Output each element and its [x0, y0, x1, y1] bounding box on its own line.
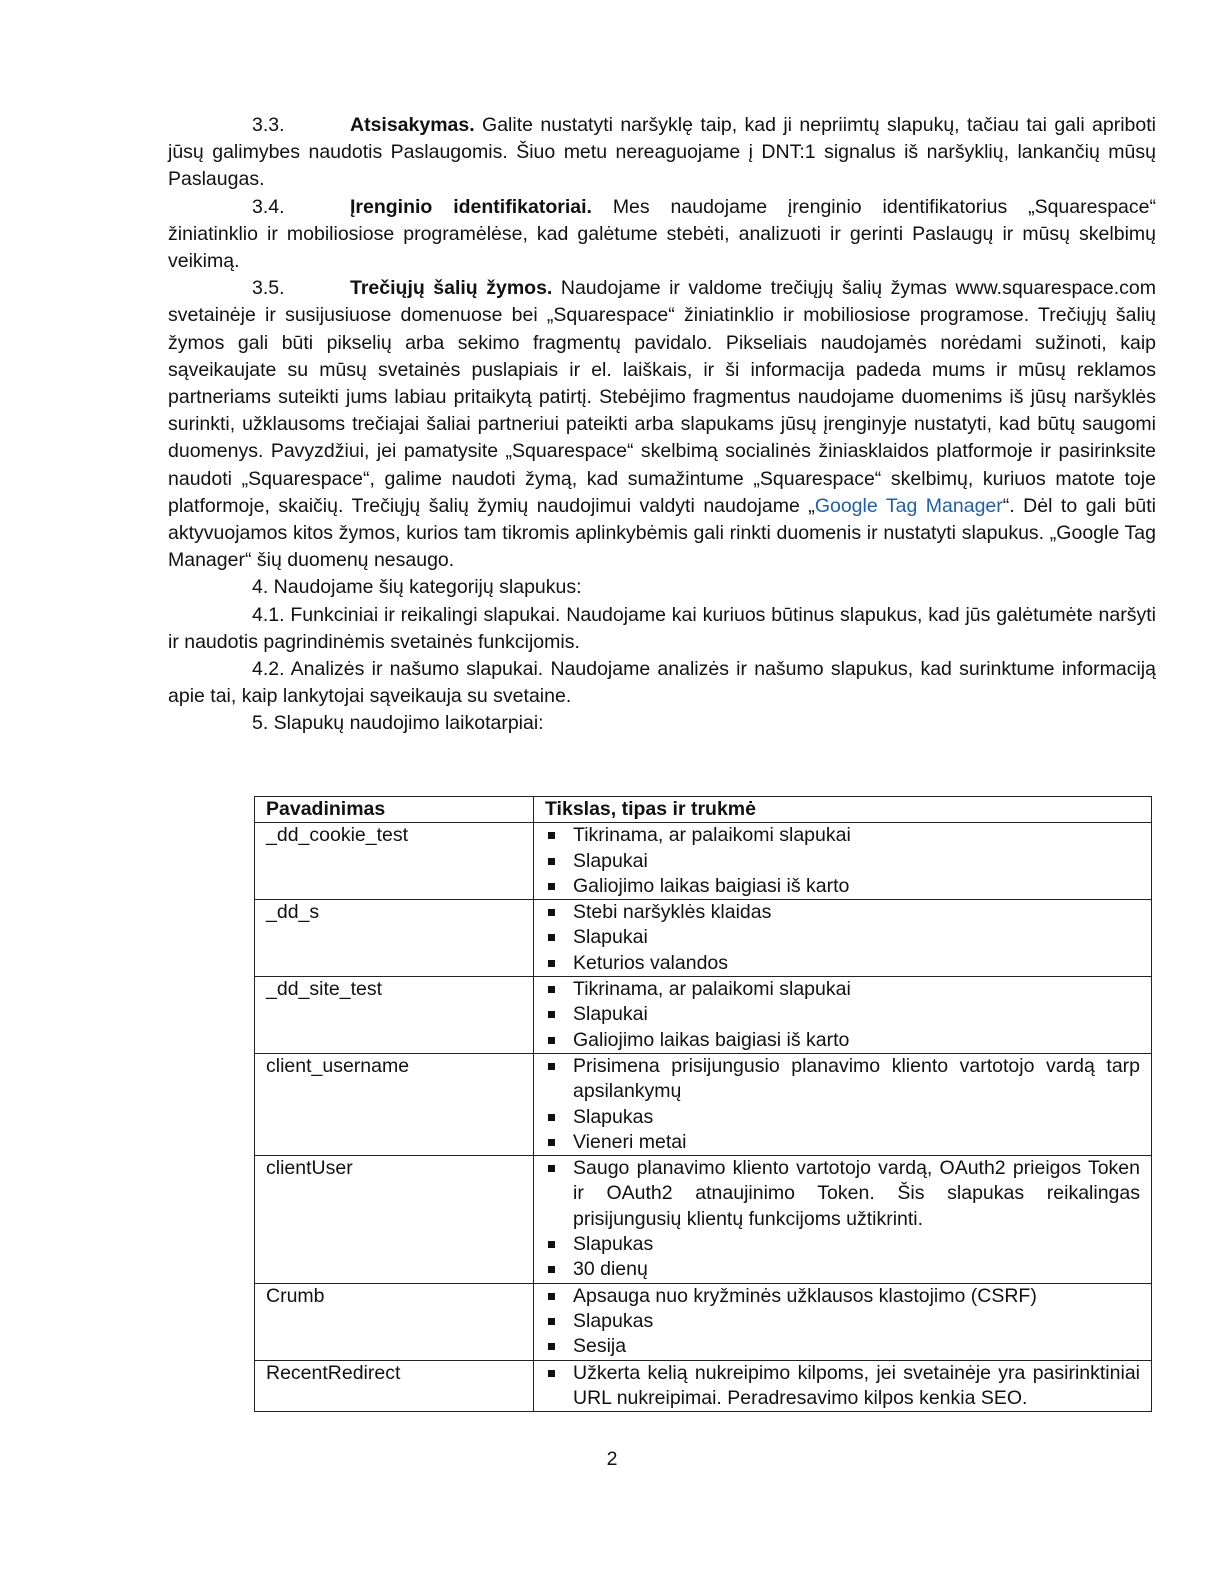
bullet-list	[545, 823, 1140, 899]
table-row	[255, 900, 1152, 977]
table-row	[255, 1053, 1152, 1155]
cookie-table	[254, 796, 1152, 1412]
cookie-details-cell	[534, 977, 1152, 1054]
page-number: 2	[606, 1448, 618, 1470]
cookie-details-cell	[534, 1283, 1152, 1360]
cookie-details-cell	[534, 1053, 1152, 1155]
cookie-name-cell: _dd_s	[255, 900, 534, 977]
section-3-5	[168, 275, 1156, 574]
table-row	[255, 1283, 1152, 1360]
section-text: Naudojame ir valdome trečiųjų šalių žymas www.squarespace.com svetainėje ir susijusiuose domenuose bei „Squarespace“ žiniatinklio ir mobiliosiose programose. Trečiųjų šalių žymos gali būti pikselių arba sekimo fragmentų pavidalo. Pikseliais naudojamės norėdami sužinoti, kaip sąveikaujate su mūsų svetainės puslapiais ir el. laiškais, ir ši informacija padeda mums ir mūsų reklamos partneriams suteikti jums labiau pritaikytą patirtį. Stebėjimo fragmentus naudojame duomenims iš jūsų naršyklės surinkti, užklausoms trečiajai šaliai partneriui pateikti arba slapukams jūsų įrenginyje nustatyti, kad būtų saugomi duomenys. Pavyzdžiui, jei pamatysite „Squarespace“ skelbimą socialinės žiniasklaidos platformoje ir pasirinksite naudoti „Squarespace“, galime naudoti žymą, kad sumažintume „Squarespace“ skelbimų, kuriuos matote toje platformoje, skaičių. Trečiųjų šalių žymių naudojimui valdyti naudojame „	[168, 277, 1156, 517]
cookie-name-cell: client_username	[255, 1053, 534, 1155]
cookie-name-cell: clientUser	[255, 1156, 534, 1283]
list-item: Prisimena prisijungusio planavimo kliento vartotojo vardą tarp apsilankymų	[545, 1054, 1140, 1105]
list-item: Sesija	[545, 1334, 1140, 1359]
cookie-name-cell: _dd_cookie_test	[255, 823, 534, 900]
bullet-list	[545, 1054, 1140, 1155]
list-item: 30 dienų	[545, 1257, 1140, 1282]
list-item: Saugo planavimo kliento vartotojo vardą, OAuth2 prieigos Token ir OAuth2 atnaujinimo Token. Šis slapukas reikalingas prisijungusių klientų funkcijoms užtikrinti.	[545, 1156, 1140, 1232]
bullet-list	[545, 977, 1140, 1053]
section-heading: Trečiųjų šalių žymos.	[350, 277, 553, 300]
cookie-details-cell	[534, 1360, 1152, 1412]
list-item: Užkerta kelią nukreipimo kilpoms, jei svetainėje yra pasirinktiniai URL nukreipimai. Peradresavimo kilpos kenkia SEO.	[545, 1361, 1140, 1412]
table-row	[255, 823, 1152, 900]
cookie-details-cell	[534, 823, 1152, 900]
column-header-purpose: Tikslas, tipas ir trukmė	[534, 797, 1152, 823]
cookie-details-cell	[534, 900, 1152, 977]
cookie-name-cell: _dd_site_test	[255, 977, 534, 1054]
cookie-details-cell	[534, 1156, 1152, 1283]
list-item: Slapukai	[545, 1002, 1140, 1027]
bullet-list	[545, 1361, 1140, 1412]
list-item: Tikrinama, ar palaikomi slapukai	[545, 823, 1140, 848]
cookie-name-cell: Crumb	[255, 1283, 534, 1360]
cookie-name-cell: RecentRedirect	[255, 1360, 534, 1412]
section-3-3	[168, 112, 1156, 194]
section-number: 3.3.	[252, 114, 285, 136]
section-4-1: 4.1. Funkciniai ir reikalingi slapukai. Naudojame kai kuriuos būtinus slapukus, kad jūs galėtumėte naršyti ir naudotis pagrindinėmis svetainės funkcijomis.	[168, 603, 1156, 653]
section-number: 3.5.	[252, 277, 285, 300]
table-header-row	[255, 797, 1152, 823]
section-5: 5. Slapukų naudojimo laikotarpiai:	[252, 712, 544, 735]
section-number: 3.4.	[252, 195, 285, 218]
section-4: 4. Naudojame šių kategorijų slapukus:	[252, 576, 582, 599]
section-4-2: 4.2. Analizės ir našumo slapukai. Naudojame analizės ir našumo slapukus, kad surinktume informaciją apie tai, kaip lankytojai sąveikauja su svetaine.	[168, 658, 1156, 708]
section-3-4	[168, 194, 1156, 276]
list-item: Keturios valandos	[545, 951, 1140, 976]
bullet-list	[545, 1156, 1140, 1282]
body-text	[168, 112, 1156, 738]
list-item: Galiojimo laikas baigiasi iš karto	[545, 874, 1140, 899]
column-header-name: Pavadinimas	[255, 797, 534, 823]
list-item: Slapukas	[545, 1232, 1140, 1257]
list-item: Vieneri metai	[545, 1130, 1140, 1155]
section-text-continued: “. Dėl to gali būti aktyvuojamos kitos žymos, kurios tam tikromis aplinkybėmis gali rinkti duomenis ir nustatyti slapukus. „Google Tag Manager“ šių duomenų nesaugo.	[168, 494, 1156, 572]
section-heading: Atsisakymas.	[350, 114, 475, 136]
table-row	[255, 977, 1152, 1054]
bullet-list	[545, 900, 1140, 976]
google-tag-manager-link[interactable]: Google Tag Manager	[814, 494, 1003, 517]
list-item: Slapukas	[545, 1309, 1140, 1334]
section-heading: Įrenginio identifikatoriai.	[350, 195, 592, 218]
table-row	[255, 1360, 1152, 1412]
list-item: Galiojimo laikas baigiasi iš karto	[545, 1028, 1140, 1053]
table-row	[255, 1156, 1152, 1283]
bullet-list	[545, 1284, 1140, 1360]
list-item: Tikrinama, ar palaikomi slapukai	[545, 977, 1140, 1002]
list-item: Stebi naršyklės klaidas	[545, 900, 1140, 925]
list-item: Slapukas	[545, 1105, 1140, 1130]
list-item: Slapukai	[545, 849, 1140, 874]
list-item: Apsauga nuo kryžminės užklausos klastojimo (CSRF)	[545, 1284, 1140, 1309]
section-text: Galite nustatyti naršyklę taip, kad ji nepriimtų slapukų, tačiau tai gali apriboti jūsų galimybes naudotis Paslaugomis. Šiuo metu nereaguojame į DNT:1 signalus iš naršyklių, lankančių mūsų Paslaugas.	[168, 114, 1156, 191]
section-text: Mes naudojame įrenginio identifikatorius „Squarespace“ žiniatinklio ir mobiliosiose programėlėse, kad galėtume stebėti, analizuoti ir gerinti Paslaugų ir mūsų skelbimų veikimą.	[168, 195, 1156, 273]
list-item: Slapukai	[545, 925, 1140, 950]
